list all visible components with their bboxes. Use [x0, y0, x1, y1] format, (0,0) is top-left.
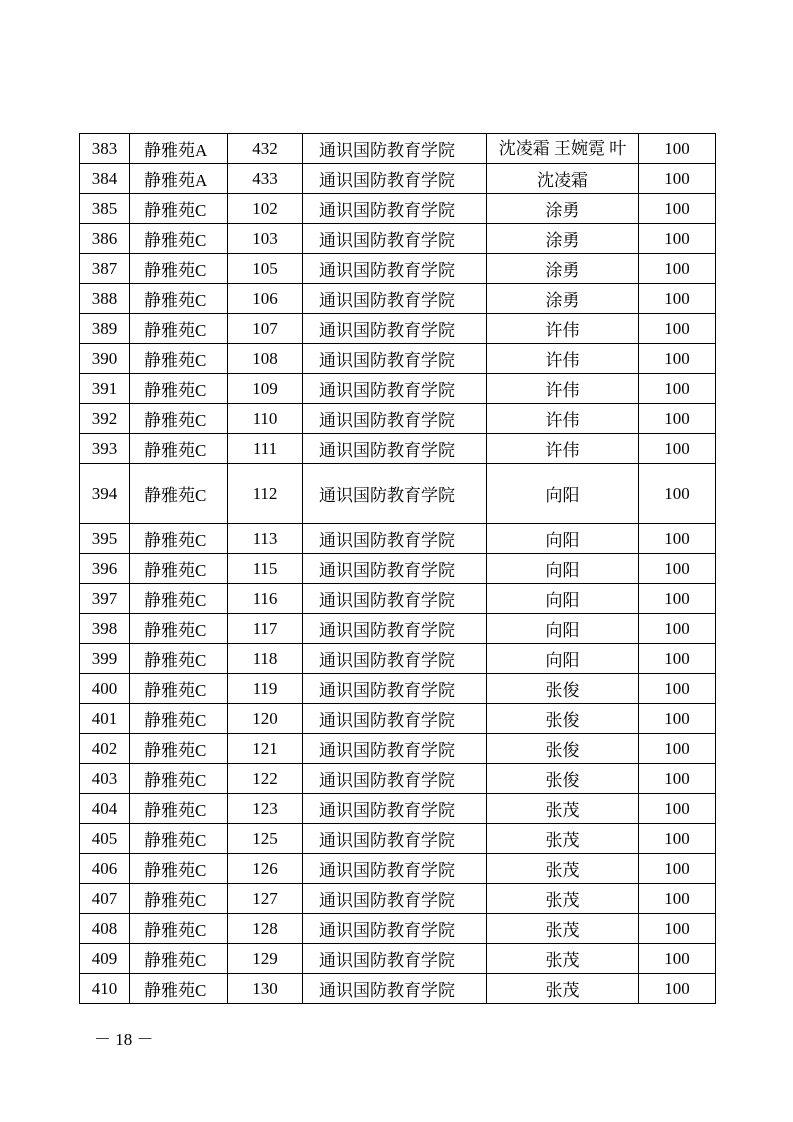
table-row [80, 614, 716, 644]
cell-number: 408 [80, 914, 130, 944]
cell-room: 108 [228, 344, 303, 374]
cell-score: 100 [639, 584, 716, 614]
cell-number: 389 [80, 314, 130, 344]
cell-building: 静雅苑C [130, 224, 228, 254]
table-row [80, 734, 716, 764]
cell-college: 通识国防教育学院 [303, 434, 487, 464]
cell-room: 102 [228, 194, 303, 224]
cell-instructor: 张俊 [487, 764, 639, 794]
cell-instructor: 涂勇 [487, 224, 639, 254]
cell-instructor: 许伟 [487, 314, 639, 344]
cell-number: 396 [80, 554, 130, 584]
table-row [80, 374, 716, 404]
cell-score: 100 [639, 884, 716, 914]
cell-room: 120 [228, 704, 303, 734]
cell-room: 109 [228, 374, 303, 404]
cell-number: 406 [80, 854, 130, 884]
cell-building: 静雅苑C [130, 524, 228, 554]
table-body [80, 134, 716, 1004]
cell-college: 通识国防教育学院 [303, 884, 487, 914]
cell-room: 129 [228, 944, 303, 974]
cell-score: 100 [639, 554, 716, 584]
cell-number: 401 [80, 704, 130, 734]
cell-college: 通识国防教育学院 [303, 194, 487, 224]
cell-score: 100 [639, 824, 716, 854]
cell-number: 385 [80, 194, 130, 224]
cell-score: 100 [639, 704, 716, 734]
cell-building: 静雅苑C [130, 734, 228, 764]
cell-college: 通识国防教育学院 [303, 404, 487, 434]
cell-number: 407 [80, 884, 130, 914]
cell-college: 通识国防教育学院 [303, 704, 487, 734]
cell-instructor: 张俊 [487, 674, 639, 704]
cell-building: 静雅苑C [130, 584, 228, 614]
cell-score: 100 [639, 224, 716, 254]
table-row [80, 884, 716, 914]
cell-instructor: 张茂 [487, 944, 639, 974]
cell-college: 通识国防教育学院 [303, 584, 487, 614]
cell-instructor: 张茂 [487, 824, 639, 854]
cell-score: 100 [639, 674, 716, 704]
cell-room: 119 [228, 674, 303, 704]
cell-instructor: 张茂 [487, 794, 639, 824]
cell-number: 392 [80, 404, 130, 434]
cell-score: 100 [639, 254, 716, 284]
cell-room: 433 [228, 164, 303, 194]
cell-score: 100 [639, 854, 716, 884]
cell-college: 通识国防教育学院 [303, 674, 487, 704]
cell-building: 静雅苑C [130, 704, 228, 734]
cell-room: 111 [228, 434, 303, 464]
cell-number: 398 [80, 614, 130, 644]
cell-number: 400 [80, 674, 130, 704]
cell-room: 122 [228, 764, 303, 794]
cell-room: 127 [228, 884, 303, 914]
cell-room: 103 [228, 224, 303, 254]
cell-number: 391 [80, 374, 130, 404]
cell-room: 123 [228, 794, 303, 824]
cell-room: 130 [228, 974, 303, 1004]
cell-building: 静雅苑C [130, 254, 228, 284]
cell-building: 静雅苑A [130, 164, 228, 194]
table-row [80, 914, 716, 944]
cell-instructor: 沈凌霜 [487, 164, 639, 194]
table-row [80, 404, 716, 434]
cell-score: 100 [639, 164, 716, 194]
cell-building: 静雅苑C [130, 824, 228, 854]
table-row [80, 674, 716, 704]
cell-instructor: 张茂 [487, 884, 639, 914]
cell-building: 静雅苑C [130, 554, 228, 584]
cell-room: 110 [228, 404, 303, 434]
cell-building: 静雅苑C [130, 914, 228, 944]
cell-number: 404 [80, 794, 130, 824]
cell-instructor: 向阳 [487, 554, 639, 584]
cell-building: 静雅苑C [130, 674, 228, 704]
cell-college: 通识国防教育学院 [303, 944, 487, 974]
cell-building: 静雅苑C [130, 854, 228, 884]
cell-instructor: 张俊 [487, 734, 639, 764]
cell-college: 通识国防教育学院 [303, 554, 487, 584]
cell-score: 100 [639, 974, 716, 1004]
cell-score: 100 [639, 794, 716, 824]
table-row [80, 974, 716, 1004]
cell-room: 112 [228, 464, 303, 524]
cell-room: 118 [228, 644, 303, 674]
cell-room: 106 [228, 284, 303, 314]
cell-number: 384 [80, 164, 130, 194]
cell-room: 113 [228, 524, 303, 554]
table-row [80, 464, 716, 524]
table-row [80, 284, 716, 314]
table-row [80, 554, 716, 584]
cell-building: 静雅苑C [130, 644, 228, 674]
cell-number: 394 [80, 464, 130, 524]
cell-college: 通识国防教育学院 [303, 254, 487, 284]
table-row [80, 194, 716, 224]
cell-college: 通识国防教育学院 [303, 974, 487, 1004]
cell-instructor-text: 沈凌霜 王婉霓 叶 [498, 138, 627, 158]
cell-number: 383 [80, 134, 130, 164]
cell-room: 125 [228, 824, 303, 854]
table-row [80, 824, 716, 854]
cell-number: 387 [80, 254, 130, 284]
cell-instructor: 涂勇 [487, 284, 639, 314]
cell-number: 399 [80, 644, 130, 674]
cell-building: 静雅苑C [130, 404, 228, 434]
cell-room: 105 [228, 254, 303, 284]
cell-score: 100 [639, 344, 716, 374]
page-number: － 18 － [94, 1030, 154, 1049]
cell-score: 100 [639, 614, 716, 644]
cell-college: 通识国防教育学院 [303, 794, 487, 824]
table-row [80, 224, 716, 254]
table-row [80, 134, 716, 164]
cell-instructor: 向阳 [487, 644, 639, 674]
cell-college: 通识国防教育学院 [303, 374, 487, 404]
cell-score: 100 [639, 434, 716, 464]
cell-score: 100 [639, 194, 716, 224]
cell-college: 通识国防教育学院 [303, 284, 487, 314]
cell-college: 通识国防教育学院 [303, 524, 487, 554]
cell-college: 通识国防教育学院 [303, 614, 487, 644]
table-row [80, 944, 716, 974]
cell-room: 121 [228, 734, 303, 764]
cell-score: 100 [639, 314, 716, 344]
cell-building: 静雅苑C [130, 344, 228, 374]
cell-building: 静雅苑C [130, 884, 228, 914]
cell-building: 静雅苑C [130, 374, 228, 404]
cell-room: 432 [228, 134, 303, 164]
cell-room: 107 [228, 314, 303, 344]
cell-number: 397 [80, 584, 130, 614]
cell-room: 117 [228, 614, 303, 644]
cell-college: 通识国防教育学院 [303, 164, 487, 194]
cell-score: 100 [639, 404, 716, 434]
cell-number: 402 [80, 734, 130, 764]
cell-building: 静雅苑C [130, 614, 228, 644]
cell-instructor: 向阳 [487, 584, 639, 614]
cell-score: 100 [639, 374, 716, 404]
table-row [80, 584, 716, 614]
cell-college: 通识国防教育学院 [303, 764, 487, 794]
table-row [80, 434, 716, 464]
cell-instructor: 许伟 [487, 434, 639, 464]
cell-instructor [487, 134, 639, 164]
cell-instructor: 张茂 [487, 914, 639, 944]
cell-score: 100 [639, 914, 716, 944]
cell-college: 通识国防教育学院 [303, 134, 487, 164]
cell-number: 390 [80, 344, 130, 374]
cell-college: 通识国防教育学院 [303, 464, 487, 524]
cell-building: 静雅苑C [130, 434, 228, 464]
cell-number: 393 [80, 434, 130, 464]
cell-instructor: 张茂 [487, 854, 639, 884]
cell-building: 静雅苑C [130, 794, 228, 824]
cell-number: 388 [80, 284, 130, 314]
cell-college: 通识国防教育学院 [303, 914, 487, 944]
table-row [80, 314, 716, 344]
cell-room: 128 [228, 914, 303, 944]
cell-building: 静雅苑C [130, 314, 228, 344]
cell-instructor: 张茂 [487, 974, 639, 1004]
cell-number: 403 [80, 764, 130, 794]
cell-number: 410 [80, 974, 130, 1004]
table-row [80, 794, 716, 824]
table-row [80, 344, 716, 374]
table-row [80, 254, 716, 284]
cell-score: 100 [639, 464, 716, 524]
cell-room: 126 [228, 854, 303, 884]
cell-instructor: 许伟 [487, 374, 639, 404]
cell-instructor: 向阳 [487, 464, 639, 524]
cell-room: 116 [228, 584, 303, 614]
cell-number: 386 [80, 224, 130, 254]
cell-number: 409 [80, 944, 130, 974]
inspection-table [79, 133, 716, 1004]
cell-college: 通识国防教育学院 [303, 344, 487, 374]
cell-score: 100 [639, 644, 716, 674]
cell-building: 静雅苑C [130, 764, 228, 794]
cell-score: 100 [639, 134, 716, 164]
cell-building: 静雅苑A [130, 134, 228, 164]
table-row [80, 764, 716, 794]
cell-score: 100 [639, 944, 716, 974]
cell-building: 静雅苑C [130, 974, 228, 1004]
cell-number: 395 [80, 524, 130, 554]
cell-instructor: 张俊 [487, 704, 639, 734]
table-row [80, 704, 716, 734]
cell-college: 通识国防教育学院 [303, 824, 487, 854]
cell-score: 100 [639, 764, 716, 794]
cell-score: 100 [639, 524, 716, 554]
table-row [80, 164, 716, 194]
table-row [80, 644, 716, 674]
cell-college: 通识国防教育学院 [303, 314, 487, 344]
cell-building: 静雅苑C [130, 284, 228, 314]
cell-instructor: 向阳 [487, 614, 639, 644]
cell-building: 静雅苑C [130, 944, 228, 974]
table-row [80, 524, 716, 554]
table-row [80, 854, 716, 884]
cell-instructor: 向阳 [487, 524, 639, 554]
cell-number: 405 [80, 824, 130, 854]
cell-college: 通识国防教育学院 [303, 854, 487, 884]
cell-instructor: 许伟 [487, 404, 639, 434]
cell-college: 通识国防教育学院 [303, 224, 487, 254]
cell-instructor: 许伟 [487, 344, 639, 374]
cell-college: 通识国防教育学院 [303, 734, 487, 764]
cell-room: 115 [228, 554, 303, 584]
cell-building: 静雅苑C [130, 194, 228, 224]
cell-score: 100 [639, 284, 716, 314]
cell-college: 通识国防教育学院 [303, 644, 487, 674]
cell-score: 100 [639, 734, 716, 764]
cell-building: 静雅苑C [130, 464, 228, 524]
cell-instructor: 涂勇 [487, 254, 639, 284]
cell-instructor: 涂勇 [487, 194, 639, 224]
